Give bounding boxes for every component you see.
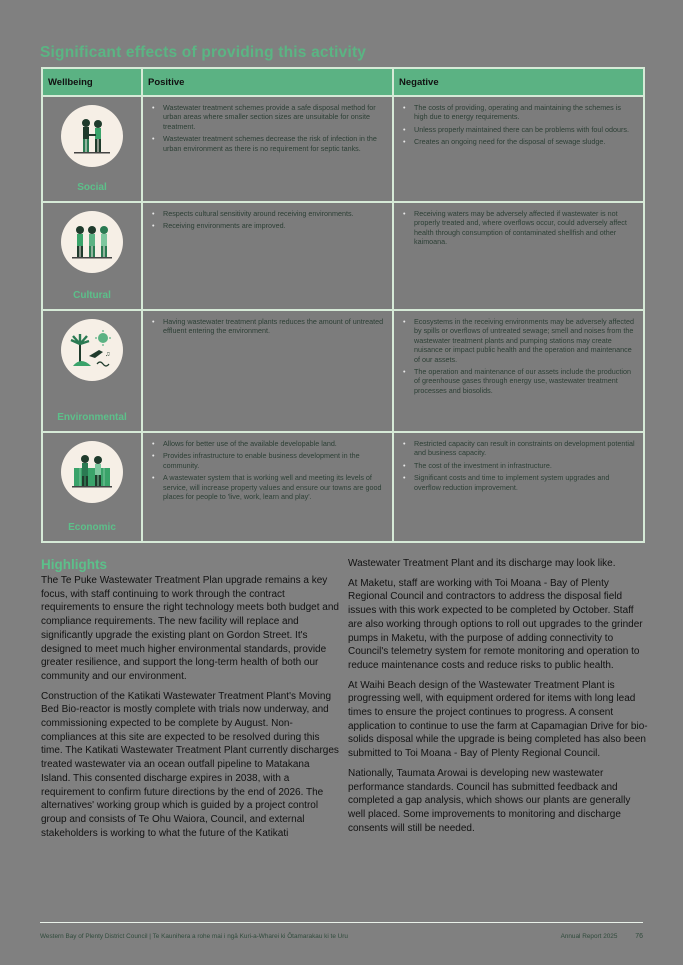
list-item: • Allows for better use of the available developable land. [151, 439, 384, 448]
list-item: • Wastewater treatment schemes provide a safe disposal method for urban areas where smaller section sizes are unsuitable for onsite treatment. [151, 103, 384, 131]
wellbeing-cell [42, 96, 142, 202]
list-item: • Receiving waters may be adversely affected if wastewater is not properly treated and, where overflows occur, could adversely affect health through consumption of contaminated shellfish and other kaimoana. [402, 209, 635, 247]
list-item: • The costs of providing, operating and maintaining the schemes is high due to energy requirements. [402, 103, 635, 122]
footer-report [561, 933, 643, 940]
paragraph: Nationally, Taumata Arowai is developing new wastewater performance standards. Council has submitted feedback and completed a gap analysis, which shows our plants are generally well placed. Some improvements to monitoring and discharge consents will still be needed. [348, 767, 631, 834]
positive-cell [142, 432, 393, 542]
wellbeing-cell [42, 432, 142, 542]
header-wellbeing: Wellbeing [42, 68, 142, 96]
paragraph: The Te Puke Wastewater Treatment Plan upgrade remains a key focus, with staff continuing to work through the contract requirements to ensure the right technology meets both budget and compliance requirements. The new facility will replace and significantly upgrade the existing plant on Gordon Street. It's designed to meet much higher environmental standards, provide greater resilience, and support the long-term health of both our community and our environment. [41, 575, 339, 682]
wellbeing-label: Social [77, 182, 107, 193]
list-item: • Receiving environments are improved. [151, 221, 384, 230]
social-people-icon [61, 105, 123, 167]
footer-council-name: Western Bay of Plenty District Council | Te Kaunihera a rohe mai i ngā Kuri-a-Wharei ki Ōtamarakau ki te Uru [40, 933, 348, 940]
effects-title: Significant effects of providing this activity [40, 44, 367, 61]
wellbeing-label: Cultural [73, 290, 111, 301]
negative-cell [393, 202, 644, 310]
wellbeing-label: Environmental [57, 412, 127, 423]
highlights-column-right [348, 557, 648, 841]
positive-cell [142, 310, 393, 432]
header-negative: Negative [393, 68, 644, 96]
report-title: Annual Report 2025 [560, 933, 618, 940]
table-row-cultural [42, 202, 644, 310]
table-row-environmental [42, 310, 644, 432]
header-positive: Positive [142, 68, 393, 96]
table-row-social [42, 96, 644, 202]
list-item: • A wastewater system that is working well and meeting its levels of service, will increase property values and ensure our towns are good places for people to 'live, work, learn and play'. [151, 473, 384, 501]
paragraph: Wastewater Treatment Plant and its discharge may look like. [348, 558, 616, 569]
wellbeing-cell [42, 310, 142, 432]
list-item: • Creates an ongoing need for the disposal of sewage sludge. [402, 137, 635, 146]
list-item: • Wastewater treatment schemes decrease the risk of infection in the urban environment as there is no requirement for septic tanks. [151, 134, 384, 153]
paragraph: At Waihi Beach design of the Wastewater Treatment Plant is progressing well, with equipment ordered for items with long lead times to ensure the project continues to progress. A consent application to continue to use the farm at Capamagian Drive for bio-solids disposal while the upgrade is being completed has also been submitted to Toi Moana - Bay of Plenty Regional Council. [348, 679, 648, 760]
negative-cell [393, 310, 644, 432]
table-header-row [42, 68, 644, 96]
list-item: • Respects cultural sensitivity around receiving environments. [151, 209, 384, 218]
list-item: • Ecosystems in the receiving environments may be adversely affected by spills or overflows of untreated sewage; smell and noises from the wastewater treatment plants and pumping stations may create nuisance or impact public health and the operation and maintenance of our assets. [402, 317, 635, 364]
cultural-people-icon [61, 211, 123, 273]
list-item: • Unless properly maintained there can be problems with foul odours. [402, 125, 635, 134]
positive-cell [142, 202, 393, 310]
svg-text:♫: ♫ [105, 351, 111, 358]
paragraph: At Maketu, staff are working with Toi Moana - Bay of Plenty Regional Council and contractors to address the disposal field issues with this work expected to be completed by October. Staff are also working through options to roll out upgrades to the grinder pumps in Maketu, with the purpose of adding connectivity to Council's telemetry system for remote monitoring and operation to reduce maintenance costs and reduce risks to public health. [348, 577, 643, 671]
list-item: • Having wastewater treatment plants reduces the amount of untreated effluent entering the environment. [151, 317, 384, 336]
table-row-economic [42, 432, 644, 542]
highlights-column-left [41, 574, 341, 846]
economic-business-icon [61, 441, 123, 503]
effects-table [41, 67, 645, 543]
negative-cell [393, 96, 644, 202]
footer-divider [40, 922, 643, 923]
wellbeing-cell [42, 202, 142, 310]
list-item: • Provides infrastructure to enable business development in the community. [151, 451, 384, 470]
paragraph: Construction of the Katikati Wastewater Treatment Plant's Moving Bed Bio-reactor is mostly complete with trials now underway, and commissioning expected to be complete by August. Non-compliances at this site are expected to be resolved during this time. The Katikati Wastewater Treatment Plant currently discharges treated wastewater via an ocean outfall pipeline to Matakana Island. This consented discharge expires in 2038, with a requirement to confirm future directions by the end of 2026. The alternatives' working group which is guided by a project control group and consists of Te Ohu Waiora, Council, and external stakeholders is working to what the future of the Katikati [41, 690, 339, 839]
highlights-title: Highlights [41, 557, 107, 572]
negative-cell [393, 432, 644, 542]
list-item: • The cost of the investment in infrastructure. [402, 461, 635, 470]
environmental-nature-icon [61, 319, 123, 381]
positive-cell [142, 96, 393, 202]
wellbeing-label: Economic [68, 522, 116, 533]
list-item: • The operation and maintenance of our assets include the production of greenhouse gases through energy use, wastewater treatment processes and biosolids. [402, 367, 635, 395]
list-item: • Restricted capacity can result in constraints on development potential and business capacity. [402, 439, 635, 458]
list-item: • Significant costs and time to implement system upgrades and overflow reduction improvement. [402, 473, 635, 492]
page-number: 76 [635, 933, 643, 940]
